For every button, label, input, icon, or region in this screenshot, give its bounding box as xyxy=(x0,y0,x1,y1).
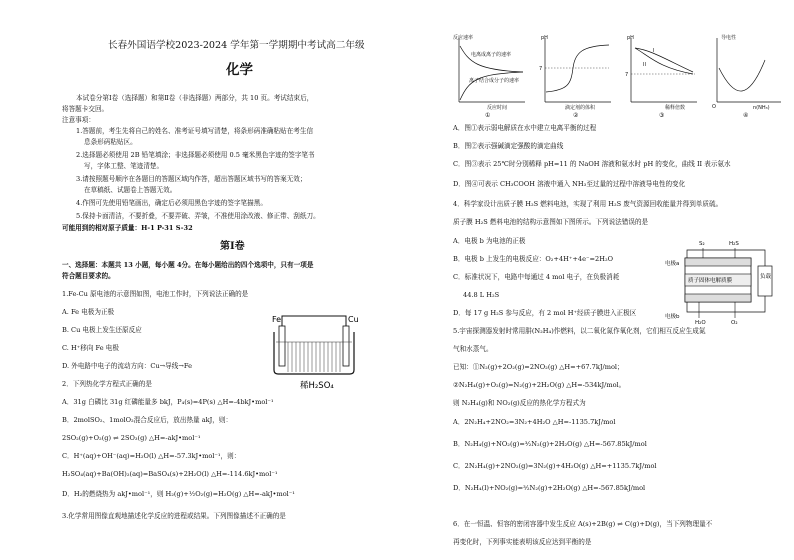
notice-1b: 息条形码粘贴区。 xyxy=(84,138,137,146)
fe-electrode xyxy=(279,326,285,366)
graph-2 xyxy=(539,35,611,118)
q5-ask: 则 N₂H₄(g)和 NO₂(g)反应的热化学方程式为 xyxy=(453,399,586,407)
intro-line-1: 本试卷分第Ⅰ卷（选择题）和第Ⅱ卷（非选择题）两部分，共 10 页。考试结束后， xyxy=(76,94,314,102)
svg-text:II: II xyxy=(643,62,646,68)
q4-stem-1: 4．科学家设计出质子膜 H₂S 燃料电池，实现了利用 H₂S 废气资源回收能量并得到单质硫。 xyxy=(453,200,723,208)
svg-text:H₂S: H₂S xyxy=(729,241,739,247)
q4-option-c-2: 44.8 L H₂S xyxy=(463,291,500,299)
svg-text:稀释倍数: 稀释倍数 xyxy=(665,105,686,111)
q2-option-a: A．31g 白磷比 31g 红磷能量多 bkJ，P₄(s)=4P(s) △H=-4bkJ•mol⁻¹ xyxy=(62,398,274,406)
q4-option-c: C．标准状况下，电路中每通过 4 mol 电子，在负极消耗 xyxy=(453,273,620,281)
svg-text:O: O xyxy=(712,104,716,110)
q2-option-d: D．H₂的燃烧热为 akJ•mol⁻¹，则 H₂(g)+½O₂(g)=H₂O(g) △H=-akJ•mol⁻¹ xyxy=(62,490,295,498)
q1-option-b: B. Cu 电极上发生还原反应 xyxy=(62,326,142,334)
svg-text:④: ④ xyxy=(743,112,749,118)
graph-3 xyxy=(625,35,697,118)
q5-known-2: ②N₂H₄(g)+O₂(g)=N₂(g)+2H₂O(g) △H=-534kJ/mol。 xyxy=(453,381,626,389)
right-page xyxy=(397,0,794,560)
section-intro-1: 一、选择题：本题共 13 小题，每小题 4分。在每小题给出的四个选项中，只有一项是 xyxy=(62,261,314,269)
q1-stem: 1.Fe-Cu 原电池的示意图如图，电池工作时，下列说法正确的是 xyxy=(62,290,249,298)
svg-text:H₂O: H₂O xyxy=(695,320,706,326)
svg-text:反应速率: 反应速率 xyxy=(453,35,474,41)
electrode-a xyxy=(685,258,751,266)
q3-stem: 3.化学常用图像直观地描述化学反应的进程或结果。下列图像描述不正确的是 xyxy=(62,512,286,520)
q2-stem: 2．下列热化学方程式正确的是 xyxy=(62,380,152,388)
q5-option-a: A．2N₂H₄+2NO₂=3N₂+4H₂O △H=-1135.7kJ/mol xyxy=(453,418,616,426)
q4-option-d: D．每 17 g H₂S 参与反应，有 2 mol H⁺经质子膜进入正极区 xyxy=(453,309,637,317)
acid-label: 稀H₂SO₄ xyxy=(300,381,334,390)
q1-option-d: D. 外电路中电子的流动方向：Cu→导线→Fe xyxy=(62,362,193,370)
q5-stem-2: 气和水蒸气。 xyxy=(453,345,493,353)
q3-option-b: B．图②表示强碱滴定强酸的滴定曲线 xyxy=(453,142,564,150)
svg-text:7: 7 xyxy=(625,72,629,78)
fuel-cell-diagram xyxy=(665,236,777,328)
svg-text:②: ② xyxy=(573,112,579,118)
notice-4: 4.作图可先使用铅笔画出，确定后必须用黑色字迹的签字笔描黑。 xyxy=(76,199,267,207)
q1-option-c: C. H⁺移向 Fe 电极 xyxy=(62,344,119,352)
fe-label: Fe xyxy=(272,315,282,324)
svg-text:负载: 负载 xyxy=(760,274,772,280)
q4-option-a: A．电极 b 为电池的正极 xyxy=(453,237,526,245)
section-intro-2: 符合题目要求的。 xyxy=(62,272,115,280)
graph-4 xyxy=(712,34,781,118)
notice-5: 5.保持卡面清洁，不要折叠，不要弄破、弄皱，不准使用涂改液、修正带、刮纸刀。 xyxy=(76,212,320,220)
beaker xyxy=(274,332,354,374)
q3-option-c: C．图③表示 25℃时分别稀释 pH=11 的 NaOH 溶液和氨水时 pH 的变化，曲线 II 表示氨水 xyxy=(453,160,731,168)
notice-2a: 2.选择题必须使用 2B 铅笔填涂；非选择题必须使用 0.5 毫米黑色字迹的签字笔书 xyxy=(76,151,315,159)
notice-1a: 1.答题前，考生先将自己的姓名、准考证号填写清楚，将条形码准确粘贴在考生信 xyxy=(76,127,314,135)
q5-option-d: D．N₂H₄(l)+NO₂(g)=³⁄₂N₂(g)+2H₂O(g) △H=-567.85kJ/mol xyxy=(453,484,646,492)
svg-text:①: ① xyxy=(485,112,491,118)
q4-option-b: B．电极 b 上发生的电极反应：O₂+4H⁺+4e⁻=2H₂O xyxy=(453,255,614,263)
notice-title: 注意事项： xyxy=(62,116,95,124)
svg-text:质子固体电解质膜: 质子固体电解质膜 xyxy=(688,278,733,284)
q5-stem-1: 5.宇宙探测器发射时常用肼(N₂H₄)作燃料，以二氧化氮作氧化剂，它们相互反应生成氮 xyxy=(453,327,706,335)
q1-option-a: A. Fe 电极为正极 xyxy=(62,308,115,316)
svg-text:离子结合成分子的速率: 离子结合成分子的速率 xyxy=(469,78,520,84)
q2-option-b-2: 2SO₂(g)+O₂(g) ⇌ 2SO₃(g) △H=-akJ•mol⁻¹ xyxy=(62,434,201,442)
q5-option-c: C．2N₂H₄(g)+2NO₂(g)=3N₂(g)+4H₂O(g) △H=+1135.7kJ/mol xyxy=(453,462,657,470)
intro-line-2: 将答题卡交回。 xyxy=(62,105,109,113)
q2-option-c-1: C．H⁺(aq)+OH⁻(aq)=H₂O(l) △H=-57.3kJ•mol⁻¹，则： xyxy=(62,452,241,460)
svg-text:n(NH₃): n(NH₃) xyxy=(753,105,770,111)
q5-option-b: B．N₂H₄(g)+NO₂(g)=³⁄₂N₂(g)+2H₂O(g) △H=-567.85kJ/mol xyxy=(453,440,647,448)
q6-stem-1: 6．在一恒温、恒容的密闭容器中发生反应 A(s)+2B(g) ⇌ C(g)+D(g)，当下列物理量不 xyxy=(453,520,713,528)
q4-stem-2: 质子膜 H₂S 燃料电池的结构示意图如下图所示。下列说法错误的是 xyxy=(453,218,649,226)
notice-2b: 写，字体工整、笔迹清楚。 xyxy=(84,162,164,170)
load-box xyxy=(758,266,772,296)
galvanic-cell-diagram xyxy=(268,312,364,390)
section-title: 第Ⅰ卷 xyxy=(220,241,245,252)
notice-3a: 3.请按照题号顺序在各题目的答题区域内作答，超出答题区域书写的答案无效； xyxy=(76,175,307,183)
subject-title: 化学 xyxy=(226,62,253,78)
svg-text:③: ③ xyxy=(659,112,665,118)
q2-option-b-1: B．2molSO₂、1molO₂混合反应后，放出热量 akJ，则： xyxy=(62,416,233,424)
exam-title: 长春外国语学校2023-2024 学年第一学期期中考试高二年级 xyxy=(108,40,365,51)
q3-option-a: A．图①表示弱电解质在水中建立电离平衡的过程 xyxy=(453,124,597,132)
atomic-mass: 可能用到的相对原子质量：H-1 P-31 S-32 xyxy=(62,224,193,232)
svg-text:电极a: 电极a xyxy=(665,261,680,267)
svg-text:O₂: O₂ xyxy=(731,320,738,326)
svg-text:S₂: S₂ xyxy=(699,241,705,247)
svg-text:pH: pH xyxy=(627,35,634,41)
q3-graphs xyxy=(453,34,783,118)
svg-text:pH: pH xyxy=(541,35,548,41)
svg-text:电极b: 电极b xyxy=(665,314,680,320)
graph-1 xyxy=(453,34,525,118)
svg-text:滴定剂的体积: 滴定剂的体积 xyxy=(565,105,596,111)
q6-stem-2: 再变化时，下列事实能表明该反应达到平衡的是 xyxy=(453,538,592,546)
svg-text:电离成离子的速率: 电离成离子的速率 xyxy=(471,52,512,58)
notice-3b: 在草稿纸、试题卷上答题无效。 xyxy=(84,186,177,194)
cu-label: Cu xyxy=(348,315,359,324)
q5-known-1: 已知：①N₂(g)+2O₂(g)=2NO₂(g) △H=+67.7kJ/mol； xyxy=(453,363,624,371)
q2-option-c-2: H₂SO₄(aq)+Ba(OH)₂(aq)=BaSO₄(s)+2H₂O(l) △H=-114.6kJ•mol⁻¹ xyxy=(62,470,278,478)
q3-option-d: D．图④可表示 CH₃COOH 溶液中通入 NH₃至过量的过程中溶液导电性的变化 xyxy=(453,180,686,188)
svg-text:7: 7 xyxy=(539,66,543,72)
electrode-b xyxy=(685,294,751,302)
svg-text:反应时间: 反应时间 xyxy=(487,105,508,111)
cu-electrode xyxy=(343,326,349,366)
svg-text:I: I xyxy=(653,48,655,54)
svg-text:导电性: 导电性 xyxy=(721,35,737,41)
